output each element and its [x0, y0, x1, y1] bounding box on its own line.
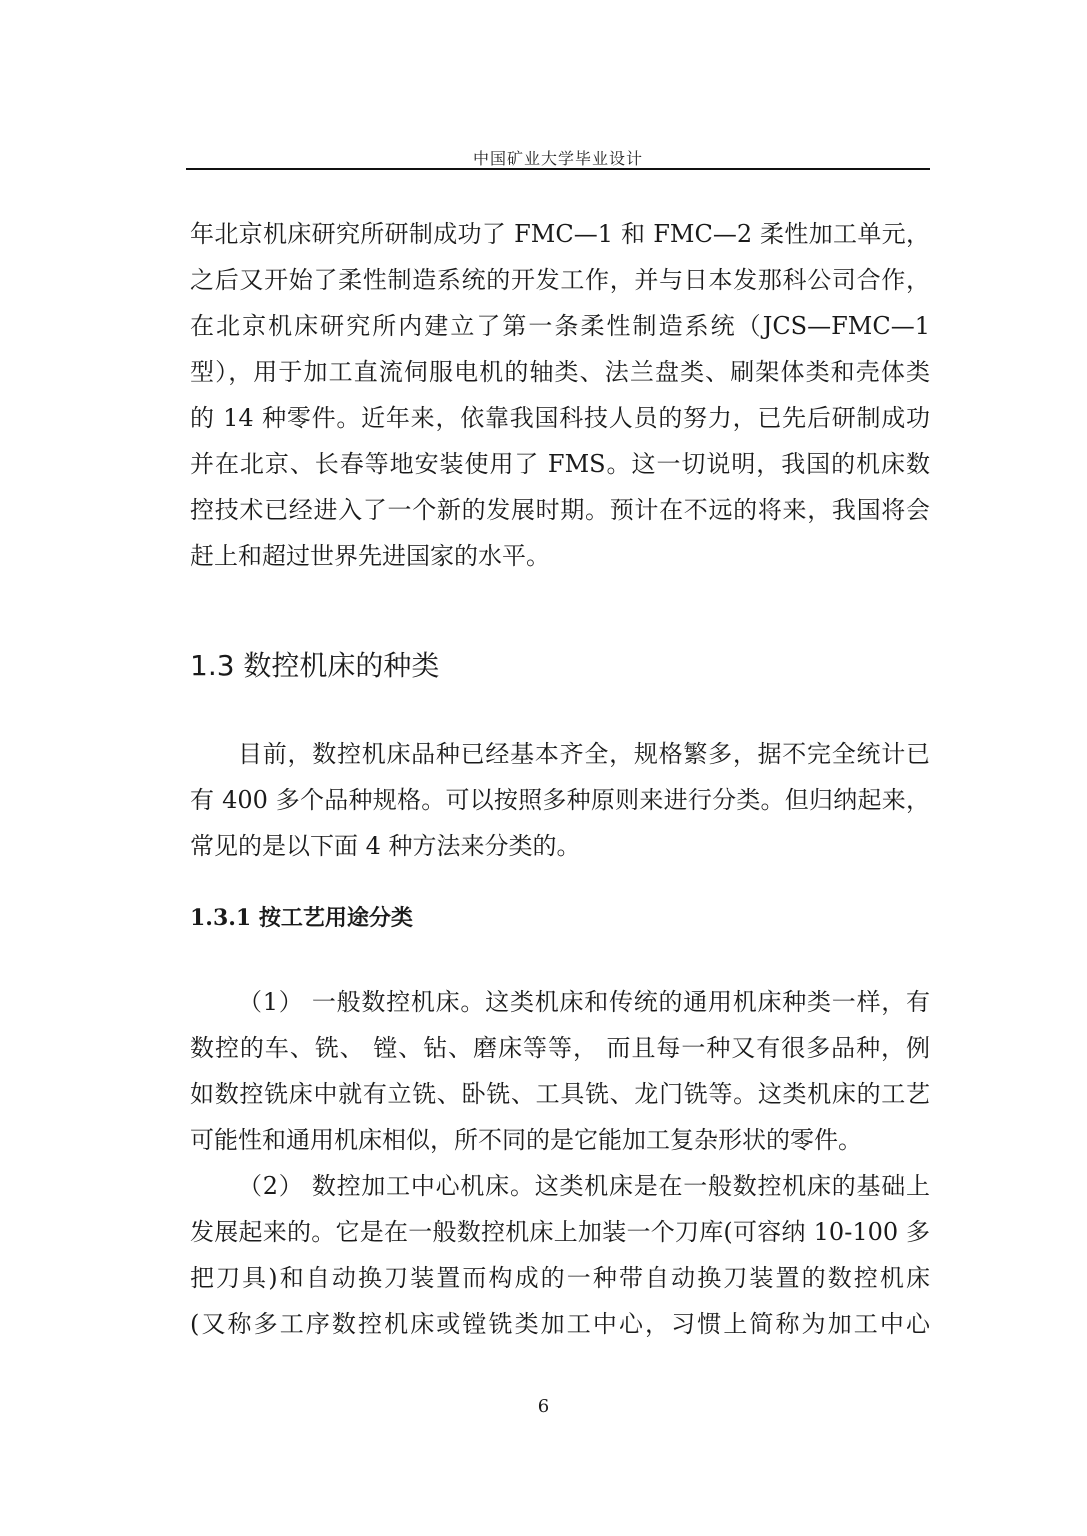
page-number: 6: [537, 1396, 550, 1417]
text-line: 型），用于加工直流伺服电机的轴类、法兰盘类、刷架体类和壳体类: [190, 358, 930, 386]
text-line: （2） 数控加工中心机床。这类机床是在一般数控机床的基础上: [238, 1172, 930, 1200]
text-line: 发展起来的。它是在一般数控机床上加装一个刀库(可容纳 10-100 多: [190, 1218, 930, 1246]
text-line: 可能性和通用机床相似，所不同的是它能加工复杂形状的零件。: [190, 1126, 862, 1154]
text-line: 目前，数控机床品种已经基本齐全，规格繁多，据不完全统计已: [238, 740, 930, 768]
text-line: 并在北京、长春等地安装使用了 FMS。这一切说明，我国的机床数: [190, 450, 930, 478]
text-line: 如数控铣床中就有立铣、卧铣、工具铣、龙门铣等。这类机床的工艺: [190, 1080, 930, 1108]
text-line: 之后又开始了柔性制造系统的开发工作，并与日本发那科公司合作，: [190, 266, 930, 294]
text-line: 常见的是以下面 4 种方法来分类的。: [190, 832, 581, 860]
text-line: 在北京机床研究所内建立了第一条柔性制造系统（JCS—FMC—1: [190, 312, 930, 340]
text-line: 的 14 种零件。近年来，依靠我国科技人员的努力，已先后研制成功: [190, 404, 930, 432]
header-rule: [186, 168, 930, 170]
text-line: 有 400 多个品种规格。可以按照多种原则来进行分类。但归纳起来，: [190, 786, 930, 814]
text-line: 把刀具)和自动换刀装置而构成的一种带自动换刀装置的数控机床: [190, 1264, 930, 1292]
text-line: (又称多工序数控机床或镗铣类加工中心，习惯上简称为加工中心: [190, 1310, 930, 1338]
subsection-heading: 1.3.1 按工艺用途分类: [190, 905, 413, 931]
running-header: 中国矿业大学毕业设计: [472, 149, 643, 168]
text-line: 控技术已经进入了一个新的发展时期。预计在不远的将来，我国将会: [190, 496, 930, 524]
text-line: 赶上和超过世界先进国家的水平。: [190, 542, 550, 570]
text-line: 数控的车、铣、 镗、钻、磨床等等， 而且每一种又有很多品种，例: [190, 1034, 930, 1062]
section-heading: 1.3 数控机床的种类: [190, 649, 440, 682]
text-line: （1） 一般数控机床。这类机床和传统的通用机床种类一样，有: [238, 988, 930, 1016]
text-line: 年北京机床研究所研制成功了 FMC—1 和 FMC—2 柔性加工单元，: [190, 220, 930, 248]
